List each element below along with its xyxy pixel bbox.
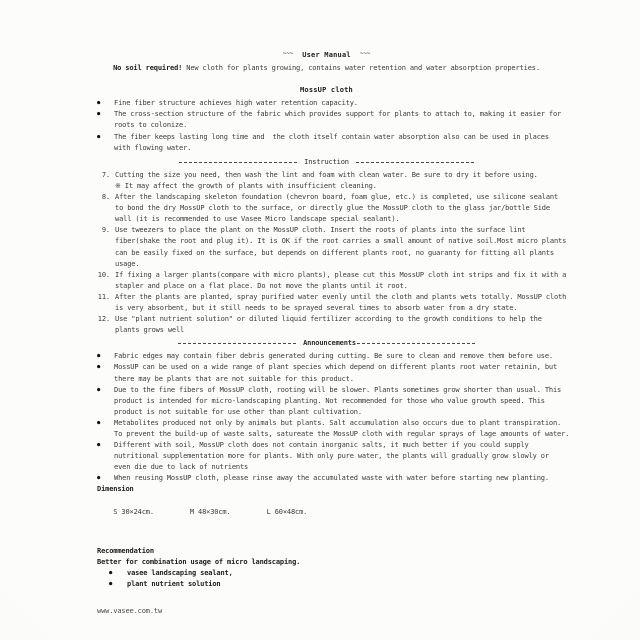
dash-line — [178, 343, 296, 344]
recommendation-section — [97, 546, 556, 590]
intro-bold-text: No soil required! — [113, 64, 183, 73]
instruction-heading: Instruction — [304, 157, 349, 166]
item-number: 8. — [101, 193, 110, 202]
bullet-icon: ● — [97, 419, 101, 426]
size-l: L 60×48cm. — [266, 507, 308, 516]
product-heading: MossUP cloth — [300, 86, 353, 95]
announcement-item — [97, 440, 556, 473]
recommendation-text: vasee landscaping sealant, — [127, 569, 233, 578]
intro-rest-text: New cloth for plants growing, contains water retention and water absorption properties. — [182, 64, 540, 73]
instruction-text: Use "plant nutrient solution" or diluted liquid fertilizer according to the growth conditions to help the plants grows well — [115, 315, 542, 335]
announcement-text: Metabolites produced not only by animals but plants. Salt accumulation also occurs due to plant transpiration. To prevent the build-up of waste salts, satureate the MossUP cloth with regular sprays of lage amounts of water. — [114, 418, 570, 438]
feature-item — [97, 132, 556, 154]
bullet-icon: ● — [97, 100, 101, 107]
recommendation-text: plant nutrient solution — [127, 580, 221, 589]
announcements-heading: Announcements — [303, 339, 356, 348]
instruction-text: If fixing a larger plants(compare with micro plants), please cut this MossUP cloth int strips and fix it with a stapler and place on a flat place. Do not move the plants until it root. — [115, 270, 567, 290]
recommendation-subtitle: Better for combination usage of micro landscaping. — [97, 557, 301, 566]
item-number: 9. — [101, 226, 110, 235]
instruction-text: After the plants are planted, spray purified water evenly until the cloth and plants wets totally. MossUP cloth is very absorbent, but it still needs to be sprayed several times to absorb water from a dry state. — [115, 292, 567, 312]
dash-line — [357, 343, 475, 344]
feature-item — [97, 109, 562, 131]
feature-text: The cross-section structure of the fabric which provides support for plants to attach to, making it easier for roots to colonize. — [114, 110, 562, 130]
instruction-text: Use tweezers to place the plant on the MossUP cloth. Insert the roots of plants into the surface lint fiber(shake the root and plug it). It is OK if the root carries a small amount of native soil.Most micro plants can be easily fixed on the surface, but depends on different plants root, no guaranty for fitting all plants usage. — [115, 226, 567, 268]
instruction-item — [97, 314, 556, 336]
announcement-item — [97, 418, 570, 440]
recommendation-list — [97, 568, 556, 590]
announcement-item — [97, 351, 556, 362]
recommendation-heading: Recommendation — [97, 546, 154, 555]
size-s: S 30×24cm. — [113, 507, 154, 516]
recommendation-item — [105, 579, 556, 590]
instruction-text: Cutting the size you need, then wash the lint and foam with clean water. Be sure to dry it before using. ※ It may affect the growth of plants with insufficient cleaning. — [115, 170, 538, 190]
item-number: 12. — [97, 315, 110, 324]
announcements-list — [97, 351, 570, 484]
tilde-decoration-right: ~~~ — [359, 50, 371, 57]
dimension-heading: Dimension — [97, 485, 134, 494]
instruction-item — [97, 192, 559, 225]
bullet-icon: ● — [109, 570, 113, 577]
bullet-icon: ● — [97, 475, 101, 482]
item-number: 11. — [97, 292, 110, 301]
dash-line — [179, 162, 297, 163]
instruction-item — [97, 170, 556, 192]
website-url: www.vasee.com.tw — [97, 607, 163, 616]
feature-list — [97, 98, 562, 153]
announcement-text: Due to the fine fibers of MossUP cloth, rooting will be slower. Plants sometimes grow shorter than usual. This product is intended for micro-landscaping planting. Not recommended for those who value growth speed. This product is not suitable for use other than plant cultivation. — [114, 385, 562, 416]
intro-line — [97, 63, 556, 74]
announcement-text: MossUP can be used on a wide range of plant species which depend on different plants root water retainin, but there may be plants that are not suitable for this product. — [114, 363, 558, 383]
instruction-item — [97, 270, 567, 292]
instruction-item — [97, 225, 567, 269]
announcement-item — [97, 385, 562, 418]
item-number: 10. — [97, 270, 110, 279]
recommendation-item — [105, 568, 556, 579]
instruction-item — [97, 292, 567, 314]
announcement-text: When reusing MossUP cloth, please rinse away the accumulated waste with water before starting new planting. — [114, 474, 549, 483]
title-text: User Manual — [302, 51, 351, 59]
bullet-icon: ● — [97, 353, 101, 360]
instruction-text: After the landscaping skeleton foundation (chevron board, foam glue, etc.) is completed, use silicone sealant to bond the dry MossUP cloth to the surface, or directly glue the MossUP cloth to the glass jar/bottle Side wall (it is recommended to use Vasee Micro landscape special sealant). — [115, 193, 559, 224]
announcement-item — [97, 362, 556, 384]
bullet-icon: ● — [97, 133, 101, 140]
size-m: M 48×30cm. — [189, 507, 231, 516]
page-title — [97, 50, 556, 61]
instruction-divider — [97, 157, 556, 168]
announcement-item — [97, 473, 556, 484]
feature-text: The fiber keeps lasting long time and the cloth itself contain water absorption also can be used in places with flowing water. — [114, 132, 549, 152]
tilde-decoration-left: ~~~ — [282, 50, 294, 57]
announcement-text: Fabric edges may contain fiber debris generated during cutting. Be sure to clean and remove them before use. — [114, 352, 553, 361]
bullet-icon: ● — [97, 111, 101, 118]
bullet-icon: ● — [97, 442, 101, 449]
announcement-text: Different with soil, MossUP cloth does not contain inorganic salts, it much better if you could supply nutritional supplementation more for plants. With only pure water, the plants will gradually grow slowly or even die due to lack of nutrients — [114, 441, 549, 472]
dimension-sizes — [97, 496, 556, 529]
dash-line — [356, 162, 474, 163]
bullet-icon: ● — [97, 364, 101, 371]
instruction-list — [97, 170, 567, 336]
announcements-divider — [97, 338, 556, 349]
feature-item — [97, 98, 556, 109]
feature-text: Fine fiber structure achieves high water retention capacity. — [114, 99, 358, 108]
item-number: 7. — [101, 170, 110, 179]
bullet-icon: ● — [109, 581, 113, 588]
bullet-icon: ● — [97, 386, 101, 393]
